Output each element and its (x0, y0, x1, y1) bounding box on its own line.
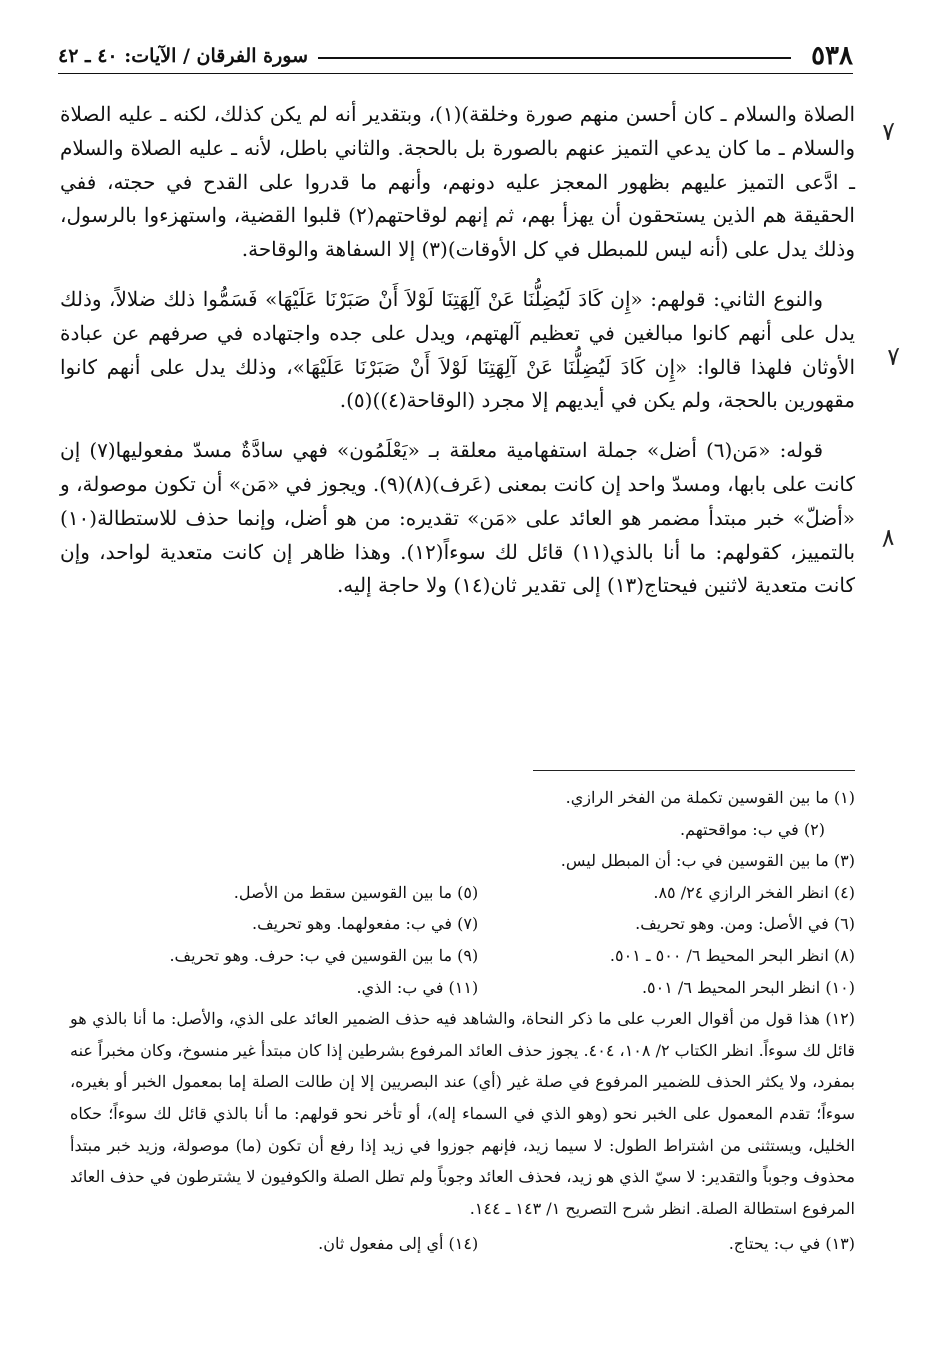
margin-mark: ٧ (877, 116, 896, 148)
footnote-1: (١) ما بين القوسين تكملة من الفخر الرازي. (565, 788, 855, 807)
paragraph: قوله: «مَن(٦) أضل» جملة استفهامية معلقة بـ «يَعْلَمُون» فهي سادَّةٌ مسدّ مفعوليها(٧) إن كانت على بابها، ومسدّ واحد إن كانت بمعنى (عَرف)(٨)(٩). ويجوز في «مَن» أن تكون موصولة، و «أضلّ» خبر مبتدأ مضمر هو العائد على «مَن» تقديره: من هو أضل، وإنما حذف للاستطالة(١٠) بالتمييز، كقولهم: ما أنا بالذي(١١) قائل لك سوءاً(١٢). وهذا ظاهر إن كانت متعدية لواحد، وإن كانت متعدية لاثنين فيحتاج(١٣) إلى تقدير ثان(١٤) ولا حاجة إليه. (60, 438, 856, 598)
footnote-row (70, 972, 855, 1004)
margin-mark: ٨ (877, 522, 896, 554)
footnote-6: (٦) في الأصل: ومن. وهو تحريف. (635, 914, 855, 934)
footnote-row (70, 940, 855, 972)
footnote-2: (٢) في ب: مواقحتهم. (680, 819, 825, 839)
paragraph: الصلاة والسلام ـ كان أحسن منهم صورة وخلقة)(١)، وبتقدير أنه لم يكن كذلك، لكنه ـ عليه الصلاة والسلام ـ ما كان يدعي التميز عنهم بالصورة بل بالحجة. والثاني باطل، لأنه ـ عليه الصلاة والسلام ـ ادَّعى التميز عليهم بظهور المعجز عليه دونهم، وأنهم ما قدروا على القدح في حجته، ففي الحقيقة هم الذين يستحقون أن يهزأ بهم، ثم إنهم لوقاحتهم(٢) قلبوا القضية، واستهزءوا بالرسول، وذلك يدل على (أنه ليس للمبطل في كل الأوقات)(٣) إلا السفاهة والوقاحة. (60, 102, 855, 262)
footnote-5: (٥) ما بين القوسين سقط من الأصل. (233, 882, 479, 902)
main-text (60, 98, 855, 619)
footnote-9: (٩) ما بين القوسين في ب: حرف. وهو تحريف. (169, 945, 479, 965)
footnote-12: (١٢) هذا قول من أقوال العرب على ما ذكر النحاة، والشاهد فيه حذف الضمير العائد على الذي، والأصل: ما أنا بالذي هو قائل لك سوءاً. انظر الكتاب ٢/ ١٠٨، ٤٠٤. يجوز حذف العائد المرفوع بشرطين إذا كان مبتدأ غير منسوخ، وكان مخبراً عنه بمفرد، ولا يكثر الحذف للضمير المرفوع في صلة غير (أي) عند البصريين إلا إن طالت الصلة إما بمعمول الخبر أو بغيره، سوءاً؛ تقدم المعمول على الخبر نحو (وهو الذي في السماء إله)، أو تأخر نحو قولهم: ما أنا بالذي قائل لك سوءاً؛ حكاه الخليل، ويستثنى من اشتراط الطول: لا سيما زيد، فإنهم جوزوا في زيد إذا رفع أن تكون (ما) موصولة، وزيد خبر مبتدأ محذوف وجوباً والتقدير: لا سيّ الذي هو زيد، فحذف العائد وجوباً ولم تطل الصلة والكوفيون لا يشترطون في حذف العائد المرفوع استطالة الصلة. انظر شرح التصريح ١/ ١٤٣ ـ ١٤٤. (70, 1009, 856, 1218)
page-header (58, 38, 853, 74)
footnote-10: (١٠) انظر البحر المحيط ٦/ ٥٠١. (641, 977, 855, 997)
page-number: ٥٣٨ (811, 41, 853, 71)
running-title: سورة الفرقان / الآيات: ٤٠ ـ ٤٢ (58, 45, 308, 67)
footnote-13: (١٣) في ب: يحتاج. (728, 1234, 855, 1254)
footnote-3: (٣) ما بين القوسين في ب: أن المبطل ليس. (560, 851, 855, 871)
footnote-8: (٨) انظر البحر المحيط ٦/ ٥٠٠ ـ ٥٠١. (609, 945, 855, 965)
margin-mark: ٧ (882, 341, 901, 373)
footnote-row (70, 908, 855, 940)
header-rule (318, 57, 791, 59)
footnote-4: (٤) انظر الفخر الرازي ٢٤/ ٨٥. (653, 882, 855, 902)
footnote-row (70, 877, 855, 909)
footnote-row (70, 1228, 855, 1260)
footnote-separator (533, 770, 855, 771)
footnote-11: (١١) في ب: الذي. (356, 977, 479, 997)
footnote-14: (١٤) أي إلى مفعول ثان. (318, 1234, 479, 1254)
footnotes (70, 782, 855, 1260)
footnote-7: (٧) في ب: مفعولهما. وهو تحريف. (252, 914, 479, 934)
paragraph: والنوع الثاني: قولهم: «إِن كَادَ لَيُضِلُّنَا عَنْ آلِهَتِنَا لَوْلاَ أَنْ صَبَرْنَا عَلَيْهَا» فَسَمُّوا ذلك ضلالاً، وذلك يدل على أنهم كانوا مبالغين في تعظيم آلهتهم، ويدل على جده واجتهاده في صرفهم عن عبادة الأوثان فلهذا قالوا: «إِن كَادَ لَيُضِلُّنَا عَنْ آلِهَتِنَا لَوْلاَ أَنْ صَبَرْنَا عَلَيْهَا»، وذلك يدل على أنهم كانوا مقهورين بالحجة، ولم يكن في أيديهم إلا مجرد (الوقاحة(٤))(٥). (60, 286, 855, 413)
